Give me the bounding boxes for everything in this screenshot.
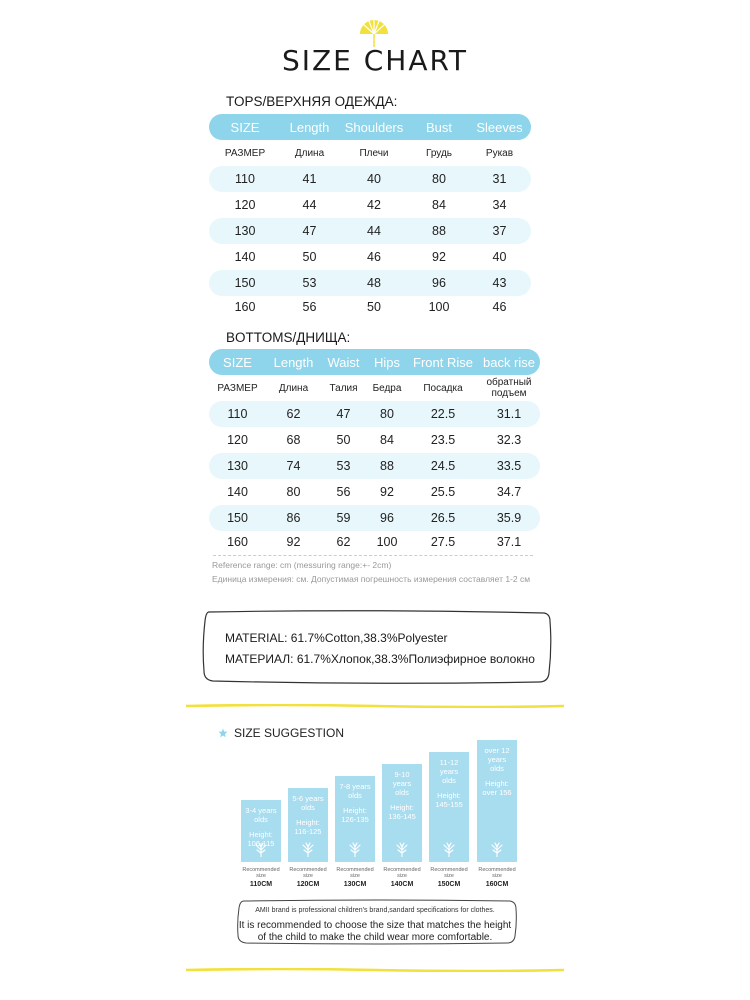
reference-note-en: Reference range: cm (messuring range:+- 2cm): [212, 560, 392, 570]
tops-header-ru-row: [209, 140, 531, 166]
recommend-text: [0, 920, 750, 944]
tops-cell: Length: [289, 119, 330, 135]
tops-cell: 56: [302, 300, 317, 314]
tops-cell: Длина: [294, 147, 325, 159]
brand-note: AMII brand is professional children's brand,sandard specifications for clothes.: [255, 907, 495, 914]
bottoms-cell: back rise: [482, 354, 536, 370]
bottoms-cell: 68: [286, 433, 301, 447]
tops-cell: Bust: [425, 119, 452, 135]
bottoms-cell: 100: [376, 535, 398, 549]
bottoms-cell: 23.5: [430, 433, 456, 447]
page-title: SIZE CHART: [281, 44, 469, 77]
bottoms-cell: 47: [336, 407, 351, 421]
bar-height-value: over 156: [482, 788, 512, 797]
bottoms-cell: 32.3: [496, 433, 522, 447]
tops-cell: 47: [302, 224, 317, 238]
tops-cell: РАЗМЕР: [224, 147, 266, 159]
tops-cell: 53: [302, 276, 317, 290]
bottoms-cell: 110: [227, 407, 248, 421]
bottoms-cell: Талия: [329, 382, 358, 394]
bar-age: 7-8 years olds: [339, 782, 371, 800]
bar-height-label: Height:: [343, 806, 367, 815]
bottoms-cell: 130: [227, 459, 248, 473]
bottoms-header-ru-row: [209, 375, 540, 401]
bottoms-cell: 62: [286, 407, 301, 421]
bottoms-row: [209, 401, 540, 427]
bar-age: over 12 years olds: [484, 746, 510, 773]
tops-row: [209, 244, 531, 270]
bar-height-value: 106-115: [247, 839, 275, 848]
material-en: MATERIAL: 61.7%Cotton,38.3%Polyester: [225, 631, 448, 645]
tops-cell: 48: [367, 276, 381, 290]
recommended-size-label: Recommended size: [336, 867, 374, 879]
tops-cell: 46: [367, 250, 381, 264]
bar-height-label: Height:: [437, 791, 461, 800]
material-ru: МАТЕРИАЛ: 61.7%Хлопок,38.3%Полиэфирное волокно: [225, 652, 535, 666]
star-icon: [218, 728, 228, 738]
bottoms-cell: 33.5: [496, 459, 522, 473]
bottoms-cell: Length: [273, 354, 314, 370]
tree-icon: [254, 841, 268, 857]
bottoms-cell: 150: [227, 511, 248, 525]
bar-height: [429, 791, 469, 809]
bottoms-row: [209, 427, 540, 453]
tops-cell: 120: [234, 198, 256, 212]
tops-cell: 40: [367, 172, 381, 186]
bottoms-header-row: [209, 349, 540, 375]
size-cm-label: 120CM: [296, 881, 320, 888]
bar-height: [382, 803, 422, 821]
bottoms-cell: 80: [286, 485, 301, 499]
tops-cell: Sleeves: [476, 119, 523, 135]
tops-cell: 50: [367, 300, 381, 314]
size-cm-label: 160CM: [485, 881, 509, 888]
bottoms-cell: 24.5: [430, 459, 456, 473]
bottoms-table: [209, 349, 540, 557]
tops-cell: 31: [492, 172, 507, 186]
tops-cell: 92: [432, 250, 446, 264]
size-bar: [429, 752, 469, 862]
tops-cell: Рукав: [485, 147, 514, 159]
tops-cell: 84: [432, 198, 446, 212]
bottoms-row: [209, 453, 540, 479]
bottoms-cell: 80: [380, 407, 394, 421]
tops-cell: 40: [492, 250, 507, 264]
bottoms-cell: 56: [336, 485, 351, 499]
size-cm-label: 140CM: [390, 881, 414, 888]
tree-icon: [490, 841, 504, 857]
bar-height-label: Height:: [390, 803, 414, 812]
bottoms-cell: 88: [380, 459, 394, 473]
bottoms-cell: 84: [380, 433, 394, 447]
bottoms-cell: 92: [286, 535, 301, 549]
bar-age: 11-12 years olds: [439, 758, 459, 785]
bar-height-value: 145-155: [435, 800, 463, 809]
bottoms-cell: 120: [227, 433, 248, 447]
tops-cell: 43: [492, 276, 507, 290]
bar-age: 3-4 years olds: [245, 806, 277, 824]
bar-height-label: Height:: [249, 830, 273, 839]
bottoms-cell: 26.5: [430, 511, 456, 525]
bar-age: 5-6 years olds: [292, 794, 324, 812]
tops-cell: 46: [492, 300, 507, 314]
size-suggestion-heading: [218, 726, 344, 740]
recommended-size-label: Recommended size: [383, 867, 421, 879]
tops-cell: Грудь: [425, 147, 452, 159]
tops-cell: 160: [234, 300, 256, 314]
bottoms-cell: Hips: [373, 354, 400, 370]
bottoms-cell: 50: [336, 433, 351, 447]
size-cm-label: 110CM: [249, 881, 273, 888]
bottoms-cell: 35.9: [496, 511, 522, 525]
tree-icon: [395, 841, 409, 857]
tops-header-row: [209, 114, 531, 140]
bottoms-cell: 53: [336, 459, 351, 473]
tops-cell: 100: [428, 300, 450, 314]
tops-cell: 88: [432, 224, 446, 238]
tops-row: [209, 218, 531, 244]
bottoms-cell: РАЗМЕР: [217, 382, 258, 394]
tops-table: [209, 114, 531, 320]
tree-icon: [301, 841, 315, 857]
bar-height-label: Height:: [296, 818, 320, 827]
bar-height: [477, 779, 517, 797]
bottoms-cell: Waist: [327, 354, 360, 370]
size-bar: [382, 764, 422, 862]
recommend-text-body: It is recommended to choose the size that matches the height of the child to make the child wear more comfortable.: [238, 920, 512, 943]
size-bar: [241, 800, 281, 862]
tree-icon: [348, 841, 362, 857]
bottoms-cell: 27.5: [430, 535, 456, 549]
recommended-size-label: Recommended size: [478, 867, 516, 879]
tops-cell: 96: [432, 276, 446, 290]
tops-cell: 41: [302, 172, 317, 186]
tops-cell: 130: [234, 224, 256, 238]
size-suggestion-label: SIZE SUGGESTION: [234, 726, 345, 740]
tops-cell: 150: [234, 276, 256, 290]
bar-age: 9-10 years olds: [392, 770, 412, 797]
bottoms-cell: 74: [286, 459, 301, 473]
recommended-size-label: Recommended size: [289, 867, 327, 879]
bottoms-cell: SIZE: [223, 354, 252, 370]
yellow-divider-bottom: [186, 968, 564, 972]
bottoms-cell: 86: [286, 511, 301, 525]
tops-cell: 37: [492, 224, 507, 238]
divider: [213, 555, 533, 556]
tops-row: [209, 270, 531, 296]
recommended-size-label: Recommended size: [430, 867, 468, 879]
tops-cell: 50: [302, 250, 317, 264]
bottoms-cell: 140: [227, 485, 248, 499]
bar-height-value: 136-145: [388, 812, 416, 821]
bottoms-cell: 92: [380, 485, 394, 499]
bar-height-value: 116-125: [294, 827, 322, 836]
bottoms-row: [209, 505, 540, 531]
tops-row: [209, 166, 531, 192]
bottoms-label: BOTTOMS/ДНИЩА:: [226, 330, 351, 345]
tops-cell: 42: [367, 198, 381, 212]
bottoms-cell: 37.1: [496, 535, 522, 549]
bar-height: [288, 818, 328, 836]
bottoms-cell: 25.5: [430, 485, 456, 499]
size-bar: [288, 788, 328, 862]
tops-cell: 44: [302, 198, 317, 212]
tops-cell: 34: [492, 198, 507, 212]
bottoms-cell: 59: [336, 511, 351, 525]
bottoms-cell: 160: [227, 535, 248, 549]
tops-cell: Shoulders: [344, 119, 404, 135]
size-bar: [477, 740, 517, 862]
bottoms-row: [209, 479, 540, 505]
yellow-divider-top: [186, 704, 564, 708]
bottoms-cell: Front Rise: [413, 354, 473, 370]
bar-height-label: Height:: [485, 779, 509, 788]
recommended-size-label: Recommended size: [242, 867, 280, 879]
tops-cell: Плечи: [359, 147, 389, 159]
bottoms-cell: 62: [336, 535, 351, 549]
bottoms-cell: 96: [380, 511, 394, 525]
tops-cell: 80: [432, 172, 446, 186]
material-box-frame: [201, 609, 552, 685]
size-cm-label: 150CM: [437, 881, 461, 888]
bottoms-cell: 22.5: [430, 407, 456, 421]
tops-cell: SIZE: [230, 119, 260, 135]
size-bar: [335, 776, 375, 862]
bottoms-cell: 34.7: [496, 485, 522, 499]
tops-cell: 140: [234, 250, 256, 264]
bar-height: [335, 806, 375, 824]
tops-row: [209, 294, 531, 320]
tops-cell: 110: [235, 172, 255, 186]
bottoms-cell: Длина: [278, 382, 309, 394]
bottoms-cell: 31.1: [496, 407, 522, 421]
tops-row: [209, 192, 531, 218]
tree-icon: [442, 841, 456, 857]
bar-height-value: 126-135: [341, 815, 369, 824]
bottoms-row: [209, 529, 540, 555]
reference-note-ru: Единица измерения: см. Допустимая погрешность измерения составляет 1-2 см: [212, 574, 531, 584]
tops-cell: 44: [367, 224, 381, 238]
bottoms-cell: Посадка: [423, 382, 463, 394]
size-cm-label: 130CM: [343, 881, 367, 888]
bottoms-cell: обратный подъем: [486, 377, 532, 399]
bottoms-cell: Бедра: [372, 382, 402, 394]
tops-label: TOPS/ВЕРХНЯЯ ОДЕЖДА:: [226, 94, 398, 109]
